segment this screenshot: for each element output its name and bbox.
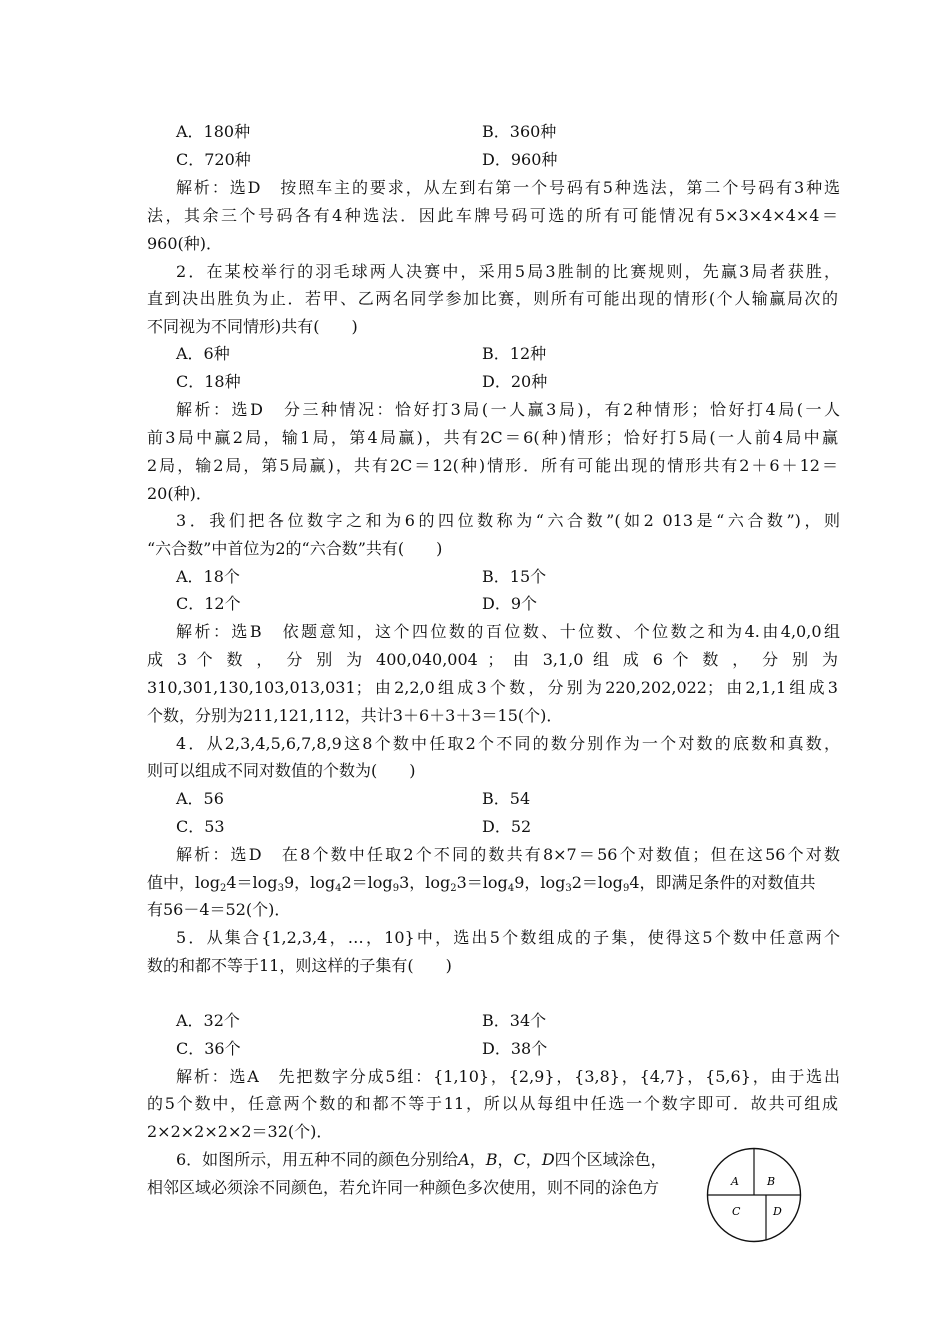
figure-label-b: B xyxy=(767,1175,776,1188)
q3-option-d: D．9个 xyxy=(482,594,538,613)
q2-solution-line-2: 前3局中赢2局，输1局，第4局赢)，共有2C＝6(种)情形；恰好打5局(一人前4局中赢 xyxy=(147,428,838,447)
q5-solution-line-3: 2×2×2×2×2＝32(个)． xyxy=(147,1122,333,1141)
q4-option-d: D．52 xyxy=(482,817,532,836)
q1-solution-line-3: 960(种)． xyxy=(147,234,223,253)
q4-stem-line-1: 4．从2,3,4,5,6,7,8,9这8个数中任取2个不同的数分别作为一个对数的底数和真数， xyxy=(176,734,840,753)
q4-stem-line-2: 则可以组成不同对数值的个数为( ) xyxy=(147,761,416,780)
q1-option-b: B．360种 xyxy=(482,122,557,141)
q4-option-a: A．56 xyxy=(176,789,224,808)
q3-solution-line-4: 个数，分别为211,121,112，共计3＋6＋3＋3＝15(个)． xyxy=(147,706,563,725)
q6-stem-line-2: 相邻区域必须涂不同颜色，若允许同一种颜色多次使用，则不同的涂色方 xyxy=(147,1178,660,1197)
region-circle-figure xyxy=(704,1145,804,1245)
q3-option-c: C．12个 xyxy=(176,594,241,613)
q5-solution-line-1: 解析：选A 先把数字分成5组：{1,10}，{2,9}，{3,8}，{4,7}，{5,6}，由于选出 xyxy=(176,1067,840,1086)
q3-stem-line-1: 3．我们把各位数字之和为6的四位数称为“六合数”(如2 013是“六合数”)，则 xyxy=(176,511,840,530)
q3-solution-line-3: 310,301,130,103,013,031；由2,2,0组成3个数，分别为220,202,022；由2,1,1组成3 xyxy=(147,678,838,697)
q3-option-b: B．15个 xyxy=(482,567,547,586)
q6-stem-line-1: 6．如图所示，用五种不同的颜色分别给A，B，C，D四个区域涂色， xyxy=(176,1150,667,1169)
q3-stem-line-2: “六合数”中首位为2的“六合数”共有( ) xyxy=(147,539,443,558)
q4-solution-line-1: 解析：选D 在8个数中任取2个不同的数共有8×7＝56个对数值；但在这56个对数 xyxy=(176,845,840,864)
q5-option-c: C．36个 xyxy=(176,1039,241,1058)
q2-solution-line-1: 解析：选D 分三种情况：恰好打3局(一人赢3局)，有2种情形；恰好打4局(一人 xyxy=(176,400,840,419)
q2-option-a: A．6种 xyxy=(176,344,230,363)
q5-stem-line-1: 5．从集合{1,2,3,4，…，10}中，选出5个数组成的子集，使得这5个数中任意两个 xyxy=(176,928,840,947)
figure-label-a: A xyxy=(731,1175,739,1188)
q2-solution-line-3: 2局，输2局，第5局赢)，共有2C＝12(种)情形．所有可能出现的情形共有2＋6＋12＝ xyxy=(147,456,838,475)
q2-option-d: D．20种 xyxy=(482,372,548,391)
q3-solution-line-2: 成 3 个 数 ， 分 别 为 400,040,004 ； 由 3,1,0 组 成 6 个 数 ， 分 别 为 xyxy=(147,650,838,669)
figure-label-d: D xyxy=(773,1205,782,1218)
q1-option-a: A．180种 xyxy=(176,122,251,141)
q5-stem-line-2: 数的和都不等于11，则这样的子集有( ) xyxy=(147,956,452,975)
q4-option-b: B．54 xyxy=(482,789,531,808)
q3-option-a: A．18个 xyxy=(176,567,240,586)
q2-option-c: C．18种 xyxy=(176,372,241,391)
q2-stem-line-1: 2．在某校举行的羽毛球两人决赛中，采用5局3胜制的比赛规则，先赢3局者获胜， xyxy=(176,262,840,281)
figure-label-c: C xyxy=(732,1205,741,1218)
q3-solution-line-1: 解析：选B 依题意知，这个四位数的百位数、十位数、个位数之和为4.由4,0,0组 xyxy=(176,622,840,641)
q2-option-b: B．12种 xyxy=(482,344,547,363)
q5-option-b: B．34个 xyxy=(482,1011,547,1030)
q2-stem-line-2: 直到决出胜负为止．若甲、乙两名同学参加比赛，则所有可能出现的情形(个人输赢局次的 xyxy=(147,289,838,308)
q4-solution-line-2: 值中，$\log_24=\log_39$，$\log_42=\log_93$，$\log_23=\log_49$，$\log_32=\log_94$，即满足条件的对数值共 xyxy=(147,873,816,894)
q5-option-d: D．38个 xyxy=(482,1039,548,1058)
q1-option-c: C．720种 xyxy=(176,150,251,169)
q1-solution-line-1: 解析：选D 按照车主的要求，从左到右第一个号码有5种选法，第二个号码有3种选 xyxy=(176,178,840,197)
q1-option-d: D．960种 xyxy=(482,150,558,169)
q5-solution-line-2: 的5个数中，任意两个数的和都不等于11，所以从每组中任选一个数字即可．故共可组成 xyxy=(147,1094,838,1113)
q4-option-c: C．53 xyxy=(176,817,225,836)
q5-option-a: A．32个 xyxy=(176,1011,240,1030)
q4-solution-line-3: 有56－4＝52(个)． xyxy=(147,900,291,919)
q2-stem-line-3: 不同视为不同情形)共有( ) xyxy=(147,317,358,336)
q1-solution-line-2: 法，其余三个号码各有4种选法．因此车牌号码可选的所有可能情况有5×3×4×4×4＝ xyxy=(147,206,838,225)
q2-solution-line-4: 20(种)． xyxy=(147,484,212,503)
